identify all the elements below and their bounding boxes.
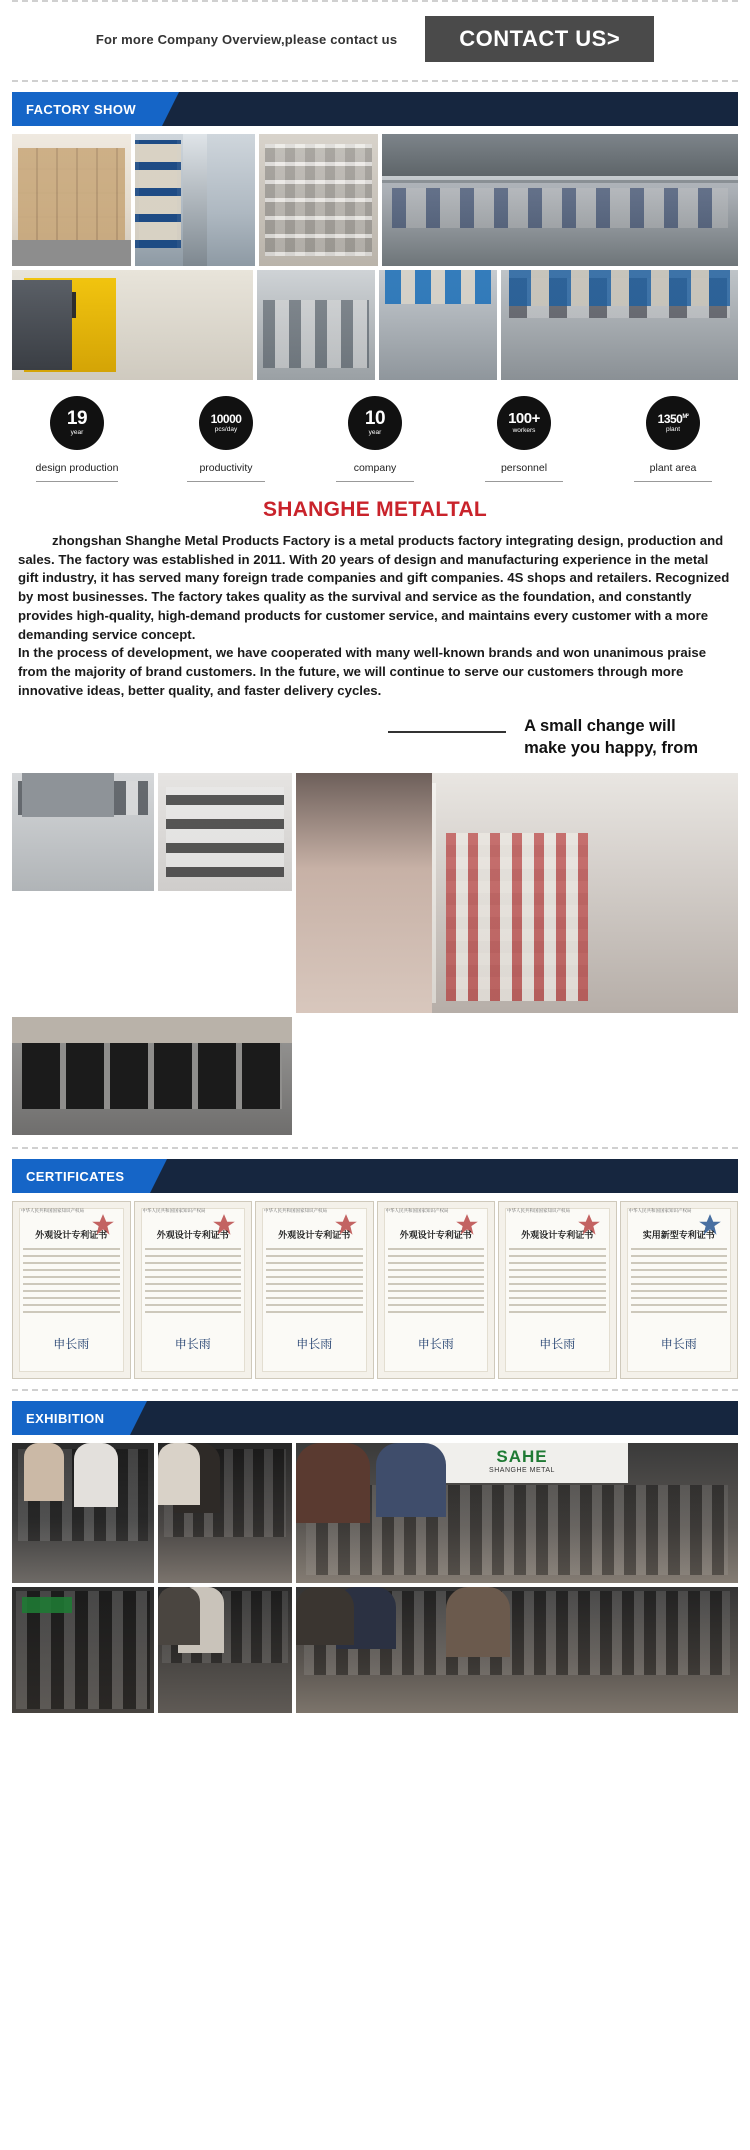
production-photo-grid xyxy=(12,773,738,1135)
factory-photo-storage-racks xyxy=(135,134,254,266)
contact-us-button[interactable]: CONTACT US> xyxy=(425,16,654,62)
exhibition-photo-visitors-1 xyxy=(12,1443,154,1583)
stat-design-production xyxy=(22,396,132,482)
slogan-row xyxy=(18,715,732,760)
stat-circle xyxy=(348,396,402,450)
stat-label: productivity xyxy=(187,462,265,482)
section-header-factory-show xyxy=(12,92,738,126)
factory-photo-product-shelf xyxy=(259,134,378,266)
factory-photo-worker-bench xyxy=(501,270,738,380)
stat-value-sup: M² xyxy=(682,413,689,420)
booth-brand-subtext: SHANGHE METAL xyxy=(489,1467,555,1475)
section-header-certificates xyxy=(12,1159,738,1193)
exhibition-photo-visitors-3 xyxy=(158,1587,292,1713)
certificate-title: 外观设计专利证书 xyxy=(399,1230,472,1241)
stat-label: personnel xyxy=(485,462,563,482)
certificate-signature: 申长雨 xyxy=(296,1337,333,1352)
certificate-signature: 申长雨 xyxy=(539,1337,576,1352)
stat-company xyxy=(320,396,430,482)
certificate-item xyxy=(12,1201,131,1379)
certificate-title: 实用新型专利证书 xyxy=(642,1230,715,1241)
factory-grid-row-1 xyxy=(12,134,738,266)
stat-productivity xyxy=(171,396,281,482)
certificate-authority: 中华人民共和国国家知识产权局 xyxy=(264,1208,327,1214)
stat-value: $1350^{M^2}$ xyxy=(657,411,689,426)
stat-unit: plant xyxy=(665,425,681,433)
stat-unit: workers xyxy=(512,427,536,435)
certificate-authority: 中华人民共和国国家知识产权局 xyxy=(142,1208,206,1214)
booth-brand-text: SAHE xyxy=(496,1447,548,1467)
stat-value: 10000 xyxy=(210,411,242,426)
contact-bar xyxy=(0,2,750,80)
certificate-authority: 中华人民共和国国家知识产权局 xyxy=(628,1208,692,1214)
certificate-signature: 申长雨 xyxy=(660,1337,697,1352)
divider-before-certificates xyxy=(12,1147,738,1149)
exhibition-grid-row-1 xyxy=(12,1443,738,1583)
divider-after-contact xyxy=(12,80,738,82)
certificate-title: 外观设计专利证书 xyxy=(521,1230,594,1241)
certificate-signature: 申长雨 xyxy=(174,1337,211,1352)
stat-label: design production xyxy=(36,462,119,482)
stat-circle xyxy=(646,396,700,450)
about-section xyxy=(18,498,732,759)
factory-photo-assembly-line xyxy=(257,270,375,380)
stat-unit: pcs/day xyxy=(214,425,238,433)
about-paragraph-1: zhongshan Shanghe Metal Products Factory is a metal products factory integrating design, production and sales. The factory was established in 2011. With 20 years of design and manufacturing experience in the metal gift industry, it has served many foreign trade companies and gift companies. 4S shops and retailers. Recognized by most businesses. The factory takes quality as the survival and service as the foundation, and constantly provides high-quality, high-demand products for customer service, and maintains every customer with a more demanding service concept. xyxy=(18,533,730,642)
stat-circle xyxy=(50,396,104,450)
factory-photo-warehouse-cartons xyxy=(12,134,131,266)
stat-value: 19 xyxy=(66,408,88,430)
exhibition-photo-visitors-2 xyxy=(158,1443,292,1583)
production-photo-inspection xyxy=(12,773,154,891)
slogan-text xyxy=(524,715,698,760)
divider-before-exhibition xyxy=(12,1389,738,1391)
certificate-authority: 中华人民共和国国家知识产权局 xyxy=(507,1208,570,1214)
exhibition-grid-row-2 xyxy=(12,1587,738,1713)
certificate-item xyxy=(620,1201,739,1379)
slogan-line-1: A small change will xyxy=(524,716,676,735)
certificates-strip xyxy=(12,1201,738,1379)
stats-row xyxy=(22,396,728,482)
factory-photo-packing-room xyxy=(379,270,497,380)
certificate-signature: 申长雨 xyxy=(53,1337,90,1352)
slogan-line-2: make you happy, from xyxy=(524,738,698,757)
stat-value: 100+ xyxy=(508,410,540,428)
certificate-item xyxy=(377,1201,496,1379)
stat-unit: year xyxy=(368,429,382,437)
about-title: SHANGHE METALTAL xyxy=(262,498,488,521)
stat-circle xyxy=(497,396,551,450)
stat-personnel xyxy=(469,396,579,482)
certificate-authority: 中华人民共和国国家知识产权局 xyxy=(21,1208,84,1214)
stat-circle xyxy=(199,396,253,450)
certificate-authority: 中华人民共和国国家知识产权局 xyxy=(385,1208,449,1214)
stat-plant-area xyxy=(618,396,728,482)
certificate-title: 外观设计专利证书 xyxy=(156,1230,229,1241)
slogan-rule xyxy=(388,731,506,733)
exhibition-photo-display-wall xyxy=(12,1587,154,1713)
certificate-item xyxy=(255,1201,374,1379)
stat-label: plant area xyxy=(634,462,712,482)
section-title-exhibition: EXHIBITION xyxy=(12,1401,130,1435)
factory-photo-grid xyxy=(12,134,738,380)
section-title-certificates: CERTIFICATES xyxy=(12,1159,150,1193)
stat-label: company xyxy=(336,462,414,482)
factory-photo-workshop-wide xyxy=(382,134,738,266)
section-header-exhibition xyxy=(12,1401,738,1435)
production-photo-assembly-women xyxy=(296,773,738,1013)
production-photo-black-cases xyxy=(12,1017,292,1135)
certificate-title: 外观设计专利证书 xyxy=(35,1230,108,1241)
factory-photo-press-machine xyxy=(12,270,253,380)
certificate-signature: 申长雨 xyxy=(417,1337,454,1352)
certificate-title: 外观设计专利证书 xyxy=(278,1230,351,1241)
exhibition-photo-booth-banner xyxy=(296,1443,738,1583)
certificate-item xyxy=(134,1201,253,1379)
production-photo-keychain-trays xyxy=(158,773,292,891)
production-grid-row-2 xyxy=(12,1017,738,1135)
section-title-factory-show: FACTORY SHOW xyxy=(12,92,162,126)
contact-prompt-text: For more Company Overview,please contact us xyxy=(95,31,398,47)
factory-grid-row-2 xyxy=(12,270,738,380)
certificate-item xyxy=(498,1201,617,1379)
exhibition-photo-grid xyxy=(12,1443,738,1713)
production-grid-row-1 xyxy=(12,773,738,1013)
stat-unit: year xyxy=(70,429,84,437)
exhibition-photo-booth-crowd xyxy=(296,1587,738,1713)
stat-value: 10 xyxy=(364,408,386,430)
about-paragraph-2: In the process of development, we have cooperated with many well-known brands and won unanimous praise from the majority of brand customers. In the future, we will continue to serve our customers through more innovative ideas, better quality, and faster delivery cycles. xyxy=(18,645,707,698)
